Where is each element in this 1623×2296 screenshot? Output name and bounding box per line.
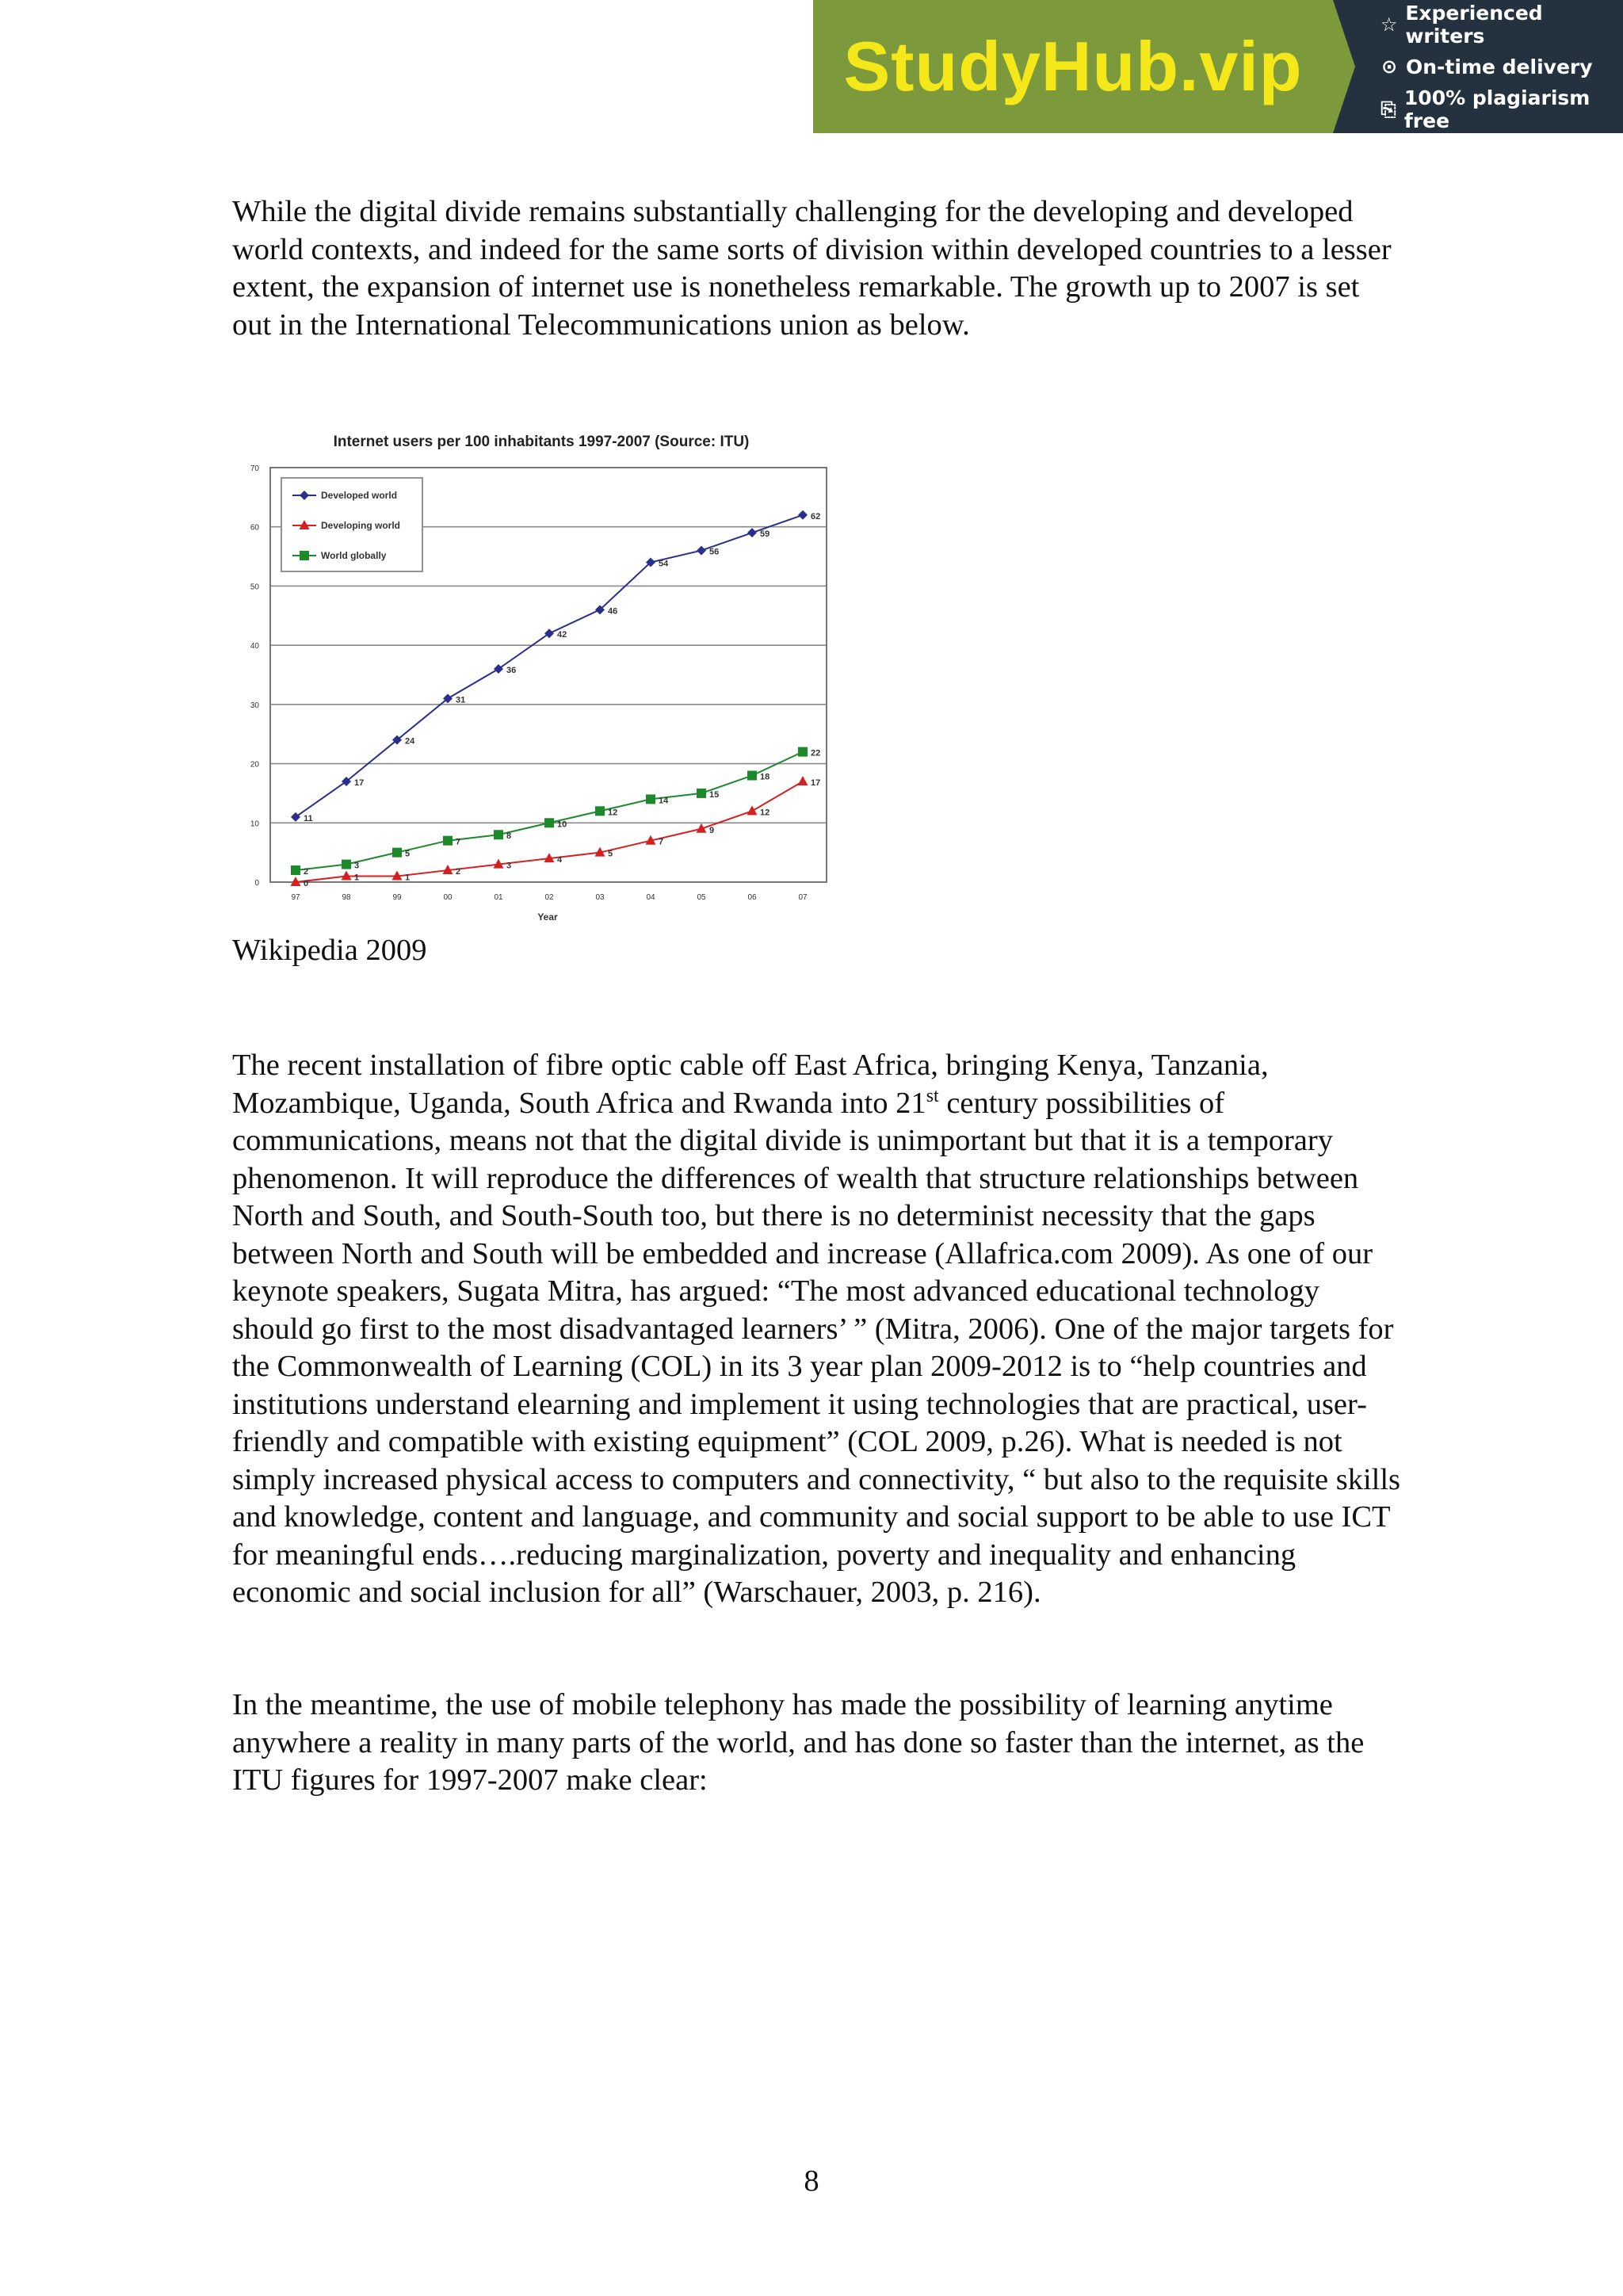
data-label-developing: 7 bbox=[659, 837, 664, 847]
data-label-developed: 11 bbox=[304, 813, 313, 823]
data-label-developing: 2 bbox=[456, 867, 461, 877]
x-tick-label: 97 bbox=[291, 893, 300, 902]
data-label-developed: 31 bbox=[456, 695, 466, 705]
brand-block[interactable] bbox=[813, 0, 1333, 133]
feature-label: On-time delivery bbox=[1406, 55, 1593, 78]
data-label-world: 8 bbox=[506, 831, 512, 842]
feature-item bbox=[1379, 55, 1623, 78]
page-number: 8 bbox=[804, 2164, 819, 2198]
data-label-developing: 5 bbox=[608, 849, 613, 859]
feature-label: Experienced writers bbox=[1405, 1, 1543, 48]
data-point-world bbox=[595, 806, 605, 816]
data-label-developing: 1 bbox=[405, 873, 411, 883]
legend-label-developed: Developed world bbox=[321, 490, 398, 501]
y-tick-label: 20 bbox=[250, 760, 259, 770]
data-label-world: 12 bbox=[608, 808, 618, 818]
x-axis-label: Year bbox=[537, 911, 558, 923]
data-label-developed: 24 bbox=[405, 736, 415, 747]
data-point-world bbox=[798, 747, 808, 757]
feature-item bbox=[1379, 86, 1623, 132]
data-label-developing: 4 bbox=[557, 855, 563, 865]
paragraph-text-part: century possibilities of communications, means not that the digital divide is unimportant but that it is a temporary phenomenon. It will reproduce the differences of wealth that structure relationships between North and South, and South-South too, but there is no determinist necessity that the gaps between North and South will be embedded and increase (Allafrica.com 2009). As one of our keynote speakers, Sugata Mitra, has argued: “The most advanced educational technology should go first to the most disadvantaged learners’ ” (Mitra, 2006). One of the major targets for the Commonwealth of Learning (COL) in its 3 year plan 2009-2012 is to “help countries and institutions understand elearning and implement it using technologies that are practical, user-friendly and compatible with existing equipment” (COL 2009, p.26). What is needed is not simply increased physical access to computers and connectivity, “ but also to the requisite skills and knowledge, content and language, and community and social support to be able to use ICT for meaningful ends….reducing marginalization, poverty and inequality and enhancing economic and social inclusion for all” (Warschauer, 2003, p. 216). bbox=[232, 1086, 1401, 1609]
x-tick-label: 04 bbox=[646, 893, 655, 902]
data-label-developed: 17 bbox=[354, 777, 365, 788]
data-label-developed: 36 bbox=[506, 666, 517, 676]
data-label-developed: 54 bbox=[659, 559, 669, 569]
y-tick-label: 50 bbox=[250, 583, 259, 592]
data-label-world: 15 bbox=[709, 789, 720, 800]
paragraph-text-part: The recent installation of fibre optic cable off East Africa, bringing Kenya, Tanzania, Mozambique, Uganda, South Africa and Rwanda into 21 bbox=[232, 1049, 1269, 1120]
data-label-world: 2 bbox=[304, 867, 309, 877]
feature-list bbox=[1333, 0, 1623, 133]
y-tick-label: 30 bbox=[250, 701, 259, 710]
x-tick-label: 00 bbox=[443, 893, 453, 902]
series-line-world bbox=[296, 752, 803, 870]
data-point-developed bbox=[697, 546, 706, 556]
data-point-world bbox=[392, 848, 402, 858]
data-point-world bbox=[494, 830, 503, 839]
x-tick-label: 02 bbox=[544, 893, 554, 902]
data-point-world bbox=[544, 818, 554, 827]
data-point-world bbox=[291, 865, 300, 875]
y-tick-label: 10 bbox=[250, 819, 259, 829]
data-label-developing: 12 bbox=[760, 808, 770, 818]
x-tick-label: 98 bbox=[342, 893, 351, 902]
data-label-developed: 62 bbox=[811, 511, 821, 521]
data-label-developed: 46 bbox=[608, 606, 618, 617]
chart-caption: Wikipedia 2009 bbox=[232, 934, 427, 967]
data-label-developed: 42 bbox=[557, 630, 567, 640]
studyhub-banner[interactable] bbox=[813, 0, 1623, 133]
data-label-developing: 0 bbox=[304, 879, 309, 888]
data-label-world: 18 bbox=[760, 772, 770, 782]
y-tick-label: 60 bbox=[250, 523, 259, 533]
data-label-world: 14 bbox=[659, 796, 669, 806]
data-point-world bbox=[646, 794, 655, 804]
series-line-developing bbox=[296, 781, 803, 882]
data-point-developed bbox=[494, 664, 503, 674]
x-tick-label: 03 bbox=[595, 893, 605, 902]
chart-title: Internet users per 100 inhabitants 1997-2007 (Source: ITU) bbox=[333, 434, 750, 450]
data-label-developed: 59 bbox=[760, 529, 770, 540]
superscript: st bbox=[926, 1085, 939, 1106]
data-point-developed bbox=[747, 528, 757, 537]
internet-users-chart bbox=[232, 424, 850, 931]
feature-item bbox=[1379, 2, 1623, 48]
data-label-world: 5 bbox=[405, 849, 411, 859]
data-point-developed bbox=[544, 628, 554, 638]
star-icon: ☆ bbox=[1380, 13, 1398, 36]
paragraph-fibre-optic bbox=[232, 1047, 1405, 1612]
data-point-developing bbox=[798, 776, 808, 785]
x-tick-label: 07 bbox=[798, 893, 808, 902]
x-tick-label: 05 bbox=[697, 893, 706, 902]
data-point-world bbox=[697, 789, 706, 798]
data-label-developing: 3 bbox=[506, 861, 512, 871]
y-tick-label: 40 bbox=[250, 642, 259, 651]
chart-svg bbox=[232, 424, 850, 931]
data-point-world bbox=[747, 771, 757, 781]
brand-arrow-shape bbox=[1333, 0, 1355, 133]
clock-icon: ⊙ bbox=[1381, 55, 1398, 78]
feature-label: 100% plagiarism free bbox=[1403, 86, 1591, 132]
brand-name: StudyHub.vip bbox=[843, 27, 1303, 105]
data-label-developing: 9 bbox=[709, 825, 715, 835]
paragraph-mobile: In the meantime, the use of mobile telephony has made the possibility of learning anytime anywhere a reality in many parts of the world, and has done so faster than the internet, as the ITU figures for 1997-2007 make clear: bbox=[232, 1688, 1365, 1797]
data-point-world bbox=[342, 860, 351, 869]
legend-marker-world bbox=[300, 551, 309, 560]
data-point-developing bbox=[747, 805, 758, 815]
data-point-developed bbox=[291, 812, 300, 822]
data-label-world: 7 bbox=[456, 837, 461, 847]
y-tick-label: 0 bbox=[254, 879, 259, 888]
data-label-world: 10 bbox=[557, 819, 567, 830]
data-label-world: 3 bbox=[354, 861, 360, 871]
data-label-developed: 56 bbox=[709, 547, 720, 557]
x-tick-label: 01 bbox=[494, 893, 503, 902]
x-tick-label: 99 bbox=[392, 893, 402, 902]
legend-label-developing: Developing world bbox=[321, 520, 401, 531]
data-point-world bbox=[443, 836, 453, 846]
legend-label-world: World globally bbox=[321, 550, 387, 561]
data-label-world: 22 bbox=[811, 748, 821, 758]
data-label-developing: 17 bbox=[811, 777, 821, 788]
y-tick-label: 70 bbox=[250, 464, 259, 473]
data-label-developing: 1 bbox=[354, 873, 360, 883]
x-tick-label: 06 bbox=[747, 893, 757, 902]
data-point-developed bbox=[798, 510, 808, 520]
copy-icon: ⎘ bbox=[1381, 97, 1396, 120]
paragraph-intro: While the digital divide remains substantially challenging for the developing and developed world contexts, and indeed for the same sorts of division within developed countries to a lesser extent, the expansion of internet use is nonetheless remarkable. The growth up to 2007 is set out in the International Telecommunications union as below. bbox=[232, 195, 1392, 342]
